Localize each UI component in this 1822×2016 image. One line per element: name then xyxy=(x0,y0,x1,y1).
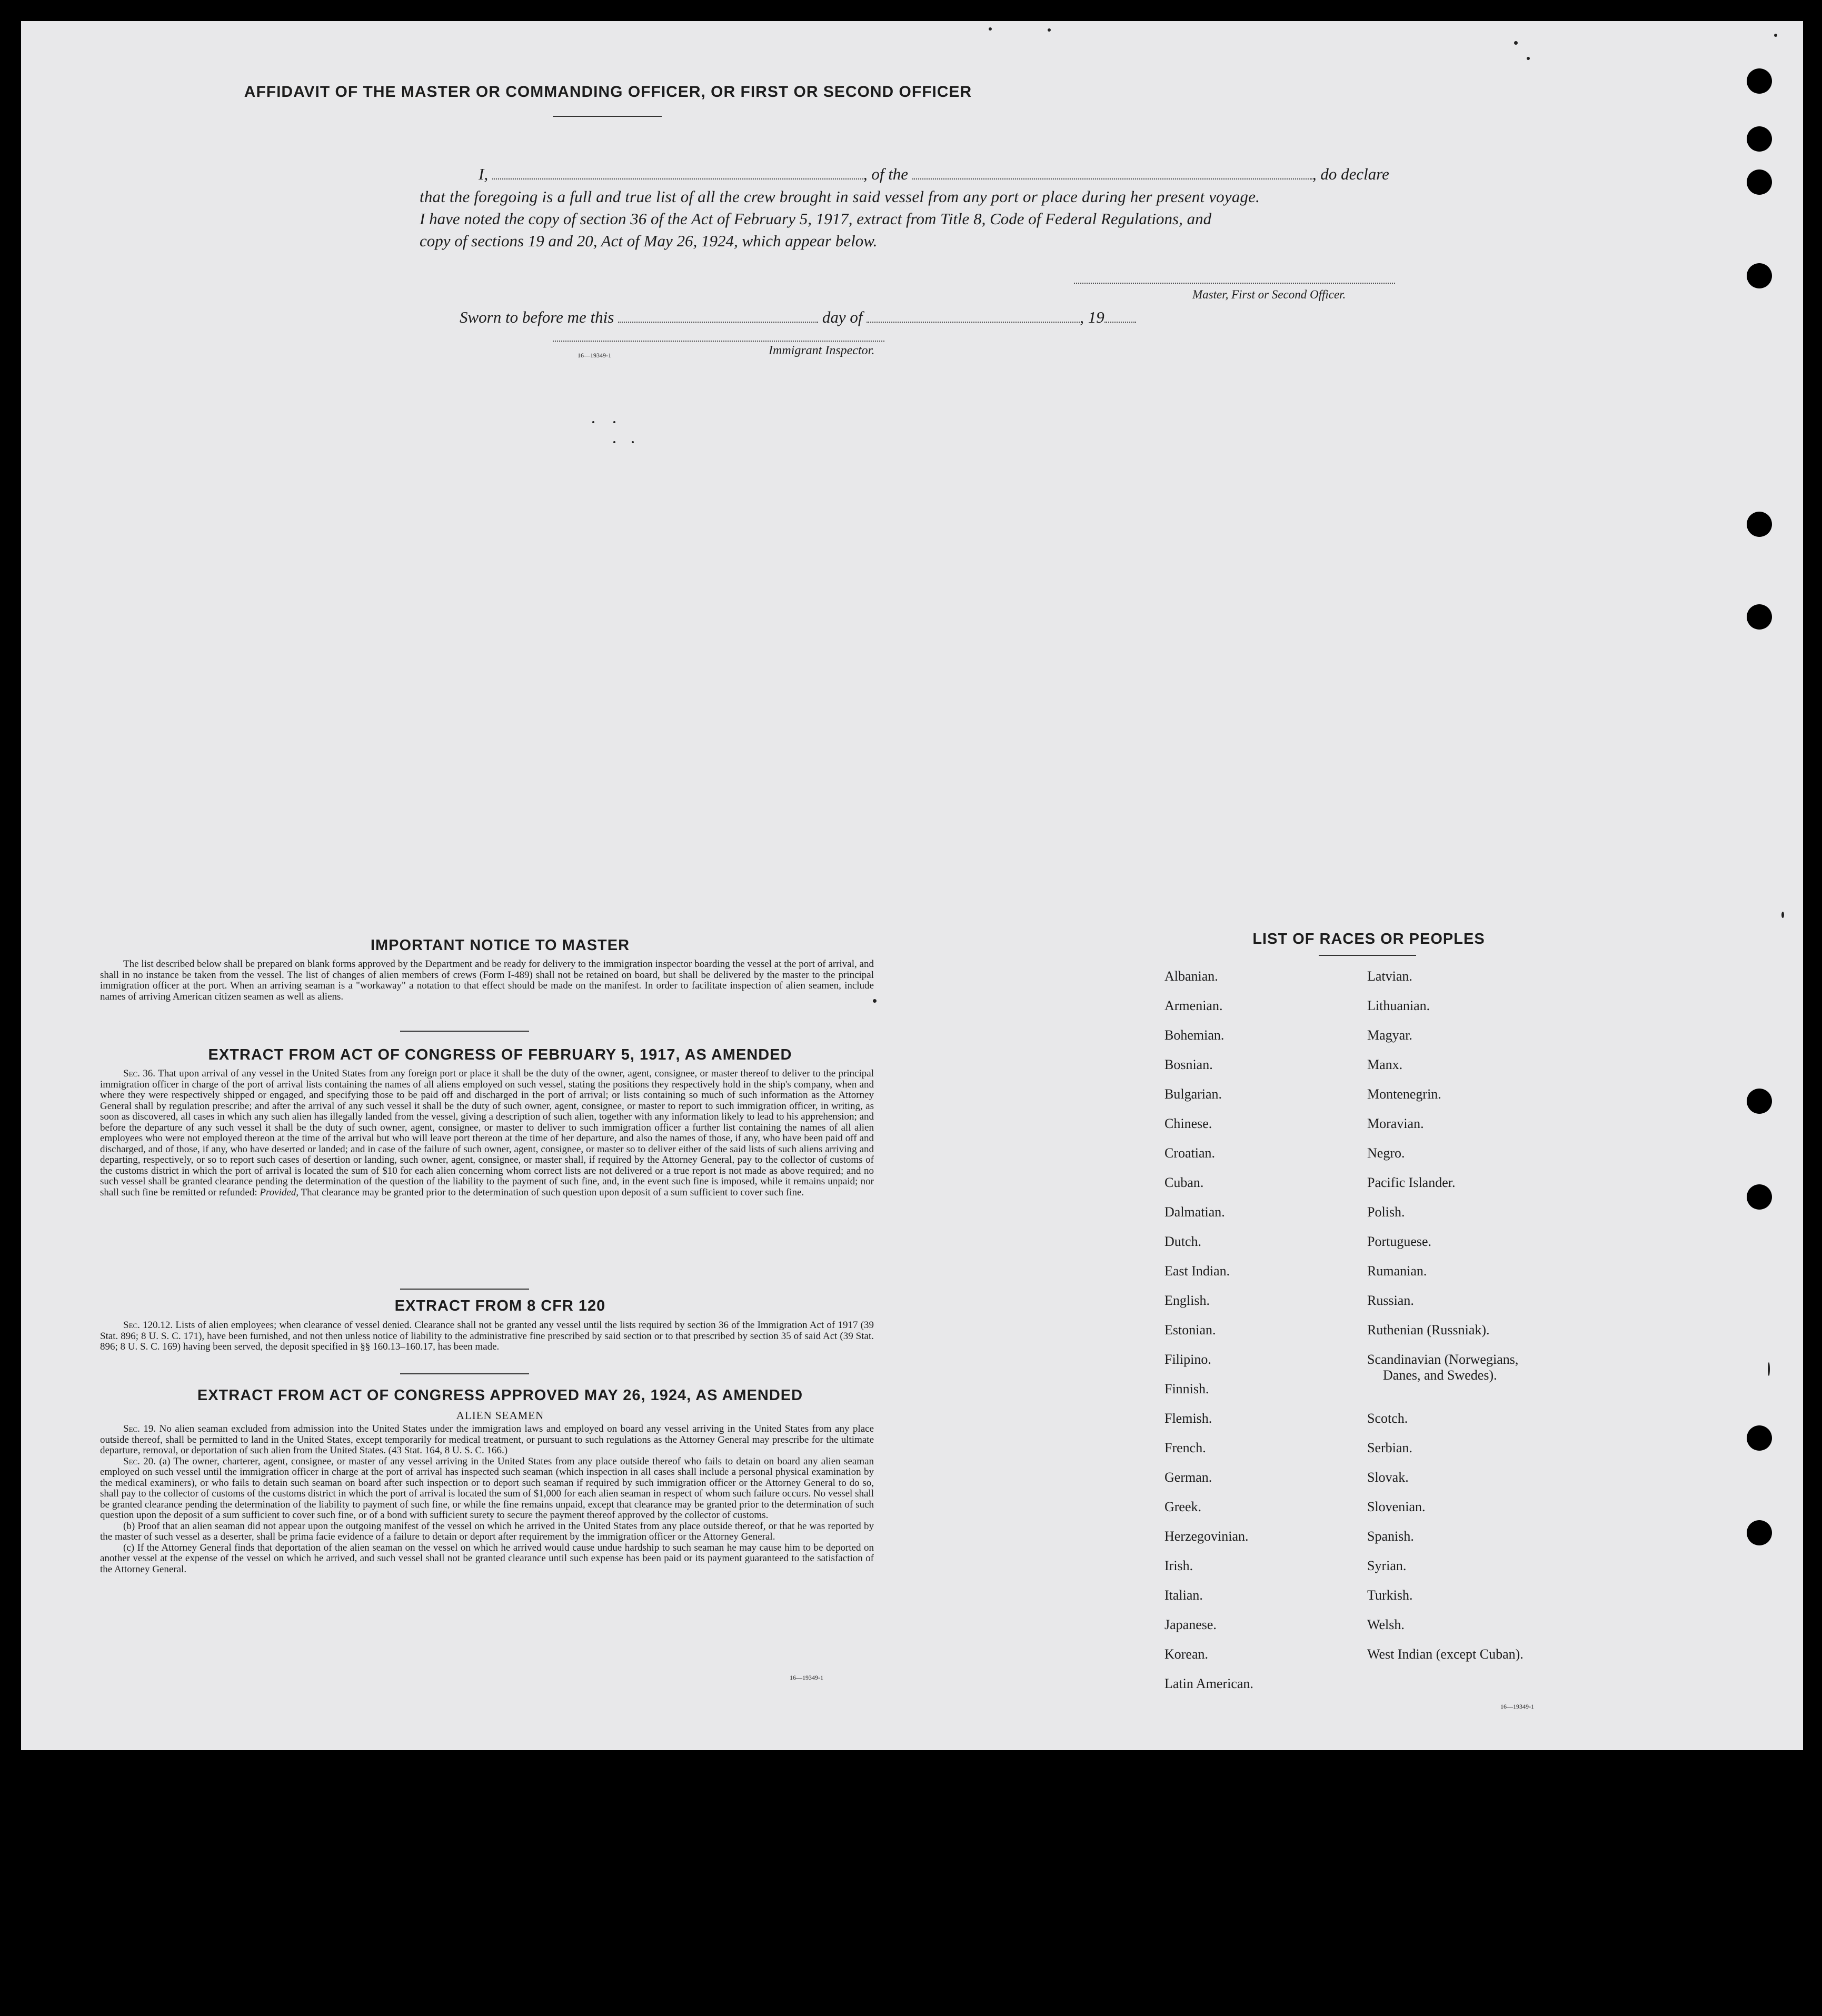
race-item: Armenian. xyxy=(1164,998,1223,1013)
race-item: Negro. xyxy=(1367,1145,1405,1161)
scan-speck xyxy=(1781,912,1784,918)
scan-speck xyxy=(1048,28,1051,32)
sec20a-text: (a) The owner, charterer, agent, consignee, or master of any vessel arriving in the United States from any place outside thereof who fails to detain on board any alien seaman employed on such vessel until the immigration officer in charge at the port of arrival has inspected such seaman (which inspection in all cases shall include a personal physical examination by the medical examiners), or who fails to detain such seaman on board after such inspection or to deport such seaman if required by such immigration officer or the Attorney General to do so, shall pay to the collector of customs of the customs district in which the port of arrival is located the sum of $1,000 for each alien seaman in respect of whom such failure occurs. No vessel shall be granted clearance pending the determination of the liability to payment of such fine, or while the fine remains unpaid, except that clearance may be granted prior to the determination of such question upon the deposit of a sum sufficient to cover such fine, or of a bond with sufficient surety to secure the payment thereof approved by the collector of customs. xyxy=(100,1455,874,1521)
race-item: Bohemian. xyxy=(1164,1027,1224,1043)
year-field[interactable] xyxy=(1104,310,1136,323)
affidavit-declare: , do declare xyxy=(1312,165,1389,183)
extract-cfr-body xyxy=(100,1320,874,1353)
punch-hole-icon xyxy=(1747,1184,1772,1210)
document-page xyxy=(21,21,1803,1750)
race-item: Flemish. xyxy=(1164,1411,1212,1426)
race-item: Rumanian. xyxy=(1367,1263,1427,1279)
races-right-column xyxy=(1367,969,1609,1716)
affidavit-line-2: that the foregoing is a full and true list of all the crew brought in said vessel from any port or place during her present voyage. xyxy=(420,187,1260,206)
punch-hole-icon xyxy=(1747,1425,1772,1451)
sec120-label: Sec. 120.12. xyxy=(123,1320,173,1331)
inspector-label: Immigrant Inspector. xyxy=(769,344,875,357)
race-item: Cuban. xyxy=(1164,1175,1204,1190)
race-item: Lithuanian. xyxy=(1367,998,1430,1013)
race-item: Ruthenian (Russniak). xyxy=(1367,1322,1490,1338)
race-item: Syrian. xyxy=(1367,1558,1407,1573)
scan-speck xyxy=(1774,34,1777,37)
race-item: Manx. xyxy=(1367,1057,1403,1072)
punch-hole-icon xyxy=(1747,1089,1772,1114)
race-item: Serbian. xyxy=(1367,1440,1412,1455)
race-item: Albanian. xyxy=(1164,969,1218,984)
punch-hole-icon xyxy=(1747,126,1772,152)
name-field[interactable] xyxy=(492,167,863,179)
race-item: Polish. xyxy=(1367,1204,1405,1220)
punch-hole-icon xyxy=(1747,512,1772,537)
affidavit-form-number: 16—19349-1 xyxy=(578,352,611,359)
race-item: Magyar. xyxy=(1367,1027,1412,1043)
race-item: Bosnian. xyxy=(1164,1057,1213,1072)
race-item: Latvian. xyxy=(1367,969,1412,984)
notice-body xyxy=(100,959,874,1002)
sec19-text: No alien seaman excluded from admission into the United States under the immigration laws and employed on board any vessel arriving in the United States from any place outside thereof, shall be permitted to land in the United States, except temporarily for medical treatment, or pursuant to such regulations as the Attorney General may prescribe for the ultimate departure, removal, or deportation of such alien from the United States. (43 Stat. 164, 8 U. S. C. 166.) xyxy=(100,1423,874,1456)
sec20c-text: (c) If the Attorney General finds that deportation of the alien seaman on the vessel on which he arrived would cause undue hardship to such seaman he may cause him to be deported on another vessel at the expense of the vessel on which he arrived, and such vessel shall not be granted clearance until such expense has been paid or its payment guaranteed to the satisfaction of the Attorney General. xyxy=(100,1542,874,1575)
affidavit-of-the: , of the xyxy=(863,165,909,183)
race-item: West Indian (except Cuban). xyxy=(1367,1646,1524,1662)
scan-speck xyxy=(1527,57,1530,60)
race-item: Welsh. xyxy=(1367,1617,1405,1632)
race-item: Greek. xyxy=(1164,1499,1202,1514)
race-item: Scotch. xyxy=(1367,1411,1408,1426)
races-form-number: 16—19349-1 xyxy=(1500,1703,1534,1710)
notice-heading: IMPORTANT NOTICE TO MASTER xyxy=(370,937,630,954)
race-item: Portuguese. xyxy=(1367,1234,1432,1249)
scan-speck xyxy=(1514,41,1518,45)
race-item: Irish. xyxy=(1164,1558,1193,1573)
race-item: Korean. xyxy=(1164,1646,1209,1662)
race-item: Pacific Islander. xyxy=(1367,1175,1456,1190)
alien-seamen-subheading: ALIEN SEAMEN xyxy=(456,1409,544,1422)
sec19-label: Sec. 19. xyxy=(123,1423,156,1434)
races-left-column xyxy=(1164,969,1322,1716)
race-item: Scandinavian (Norwegians, xyxy=(1367,1352,1519,1367)
signature-label: Master, First or Second Officer. xyxy=(1192,288,1346,301)
extract-1917-divider xyxy=(400,1289,529,1290)
day-field[interactable] xyxy=(618,310,818,323)
sworn-day-of: day of xyxy=(822,308,863,326)
race-item: Montenegrin. xyxy=(1367,1086,1441,1102)
notice-text: The list described below shall be prepared on blank forms approved by the Department and be ready for delivery to the immigration inspector boarding the vessel at the port of arrival, and shall in no instance be taken from the vessel. The list of changes of alien members of crews (Form I-489) shall not be retained on board, but shall be delivered by the master to the principal immigration officer at the port. When an arriving seaman is a "workaway" a notation to that effect should be made on the manifest. In order to facilitate inspection of alien seamen, include names of arriving American citizen seamen as well as aliens. xyxy=(100,959,874,1002)
punch-hole-icon xyxy=(1747,1520,1772,1545)
race-item: Spanish. xyxy=(1367,1529,1414,1544)
sec20-label: Sec. 20. xyxy=(123,1455,156,1467)
race-item: French. xyxy=(1164,1440,1206,1455)
extract-1917-body xyxy=(100,1069,874,1198)
extract-form-number: 16—19349-1 xyxy=(790,1674,823,1681)
affidavit-heading: AFFIDAVIT OF THE MASTER OR COMMANDING OFFICER, OR FIRST OR SECOND OFFICER xyxy=(244,83,972,101)
affidavit-line-4: copy of sections 19 and 20, Act of May 26, 1924, which appear below. xyxy=(420,232,878,250)
scan-speck xyxy=(873,999,877,1003)
sec20b-text: (b) Proof that an alien seaman did not appear upon the outgoing manifest of the vessel on which he arrived in the United States from any place outside thereof, or that he was reported by the master of such vessel as a deserter, shall be prima facie evidence of a failure to detain or deport after requirement by the immigration officer or the Attorney General. xyxy=(100,1520,874,1542)
race-item: Danes, and Swedes). xyxy=(1383,1368,1497,1383)
scan-speck xyxy=(592,421,594,423)
affidavit-line-1 xyxy=(420,163,1425,185)
race-item: Japanese. xyxy=(1164,1617,1217,1632)
scan-speck xyxy=(613,421,615,423)
scan-speck xyxy=(613,441,615,443)
sec36-label: Sec. 36. xyxy=(123,1068,155,1079)
heading-divider xyxy=(553,116,662,117)
race-item: English. xyxy=(1164,1293,1210,1308)
sec36-text: That upon arrival of any vessel in the United States from any foreign port or place it shall be the duty of the owner, agent, consignee, or master thereof to deliver to the principal immigration officer in charge of the port of arrival lists containing the names of all aliens employed on such vessel, stating the positions they respectively hold in the ship's company, when and where they were respectively shipped or engaged, and specifying those to be paid off and discharged in the port of arrival; or lists containing so much of such information as the Attorney General shall by regulation prescribe; and after the arrival of any such vessel it shall be the duty of such owner, agent, consignee, or master to report to such immigration officer, in writing, as soon as discovered, all cases in which any such alien has illegally landed from the vessel, giving a description of such alien, together with any information likely to lead to his apprehension; and before the departure of any such vessel it shall be the duty of such owner, agent, consignee, or master to deliver to such immigration officer a further list containing the names of all alien employees who were not employed thereon at the time of the arrival but who will leave port thereon at the time of her departure, and also the names of those, if any, who have been paid off and discharged, and of those, if any, who have deserted or landed; and in case of the failure of such owner, agent, consignee, or master so to deliver either of the said lists of such aliens arriving and departing, respectively, or so to report such cases of desertion or landing, such owner, agent, consignee, or master shall, if required by the Attorney General, pay to the collector of customs of the customs district in which the port of arrival is located the sum of $10 for each alien concerning whom correct lists are not delivered or a true report is not made as above required; and no such vessel shall be granted clearance pending the determination of the question of the liability to the payment of such fine, and, in the event such fine is imposed, while it remains unpaid; nor shall such fine be remitted or refunded: xyxy=(100,1068,874,1198)
race-item: Moravian. xyxy=(1367,1116,1424,1131)
proviso-text: That clearance may be granted prior to the determination of such question upon deposit of a sum sufficient to cover such fine. xyxy=(301,1186,804,1198)
race-item: Slovak. xyxy=(1367,1470,1409,1485)
scan-speck xyxy=(1768,1362,1770,1376)
extract-1924-heading: EXTRACT FROM ACT OF CONGRESS APPROVED MAY 26, 1924, AS AMENDED xyxy=(197,1387,803,1404)
race-item: Estonian. xyxy=(1164,1322,1216,1338)
scan-speck xyxy=(989,27,992,31)
extract-cfr-divider xyxy=(400,1373,529,1374)
race-item: German. xyxy=(1164,1470,1212,1485)
race-item: Filipino. xyxy=(1164,1352,1211,1367)
vessel-field[interactable] xyxy=(912,167,1312,179)
race-item: Finnish. xyxy=(1164,1381,1209,1396)
affidavit-line-3: I have noted the copy of section 36 of the Act of February 5, 1917, extract from Title 8, Code of Federal Regulations, and xyxy=(420,209,1212,228)
race-item: Italian. xyxy=(1164,1588,1203,1603)
race-item: Herzegovinian. xyxy=(1164,1529,1249,1544)
scan-speck xyxy=(632,441,634,443)
inspector-signature-line[interactable] xyxy=(553,341,884,342)
sworn-year: , 19 xyxy=(1080,308,1104,326)
punch-hole-icon xyxy=(1747,263,1772,288)
race-item: East Indian. xyxy=(1164,1263,1230,1279)
sworn-text: Sworn to before me this xyxy=(460,308,614,326)
race-item: Dalmatian. xyxy=(1164,1204,1225,1220)
race-item: Latin American. xyxy=(1164,1676,1253,1691)
race-item: Dutch. xyxy=(1164,1234,1202,1249)
extract-cfr-heading: EXTRACT FROM 8 CFR 120 xyxy=(394,1298,606,1314)
proviso-label: Provided, xyxy=(260,1186,299,1198)
notice-divider xyxy=(400,1031,529,1032)
sworn-line xyxy=(460,306,1465,328)
sec120-text: Lists of alien employees; when clearance of vessel denied. Clearance shall not be granted any vessel until the lists required by section 36 of the Immigration Act of 1917 (39 Stat. 896; 8 U. S. C. 171), have been furnished, and not then unless notice of liability to the administrative fine prescribed by said section or to that prescribed by section 35 of said Act (39 Stat. 896; 8 U. S. C. 169) having been served, the deposit specified in §§ 160.13–160.17, has been made. xyxy=(100,1320,874,1352)
punch-hole-icon xyxy=(1747,169,1772,195)
punch-hole-icon xyxy=(1747,68,1772,94)
extract-1917-heading: EXTRACT FROM ACT OF CONGRESS OF FEBRUARY 5, 1917, AS AMENDED xyxy=(208,1046,792,1063)
race-item: Croatian. xyxy=(1164,1145,1216,1161)
month-field[interactable] xyxy=(867,310,1080,323)
race-item: Turkish. xyxy=(1367,1588,1413,1603)
signature-line[interactable] xyxy=(1074,283,1395,284)
punch-hole-icon xyxy=(1747,604,1772,630)
race-item: Bulgarian. xyxy=(1164,1086,1222,1102)
race-item: Russian. xyxy=(1367,1293,1414,1308)
race-item: Slovenian. xyxy=(1367,1499,1426,1514)
affidavit-i: I, xyxy=(479,165,489,183)
races-heading: LIST OF RACES OR PEOPLES xyxy=(1252,931,1485,947)
race-item: Chinese. xyxy=(1164,1116,1212,1131)
extract-1924-body xyxy=(100,1424,874,1575)
races-divider xyxy=(1319,955,1416,956)
